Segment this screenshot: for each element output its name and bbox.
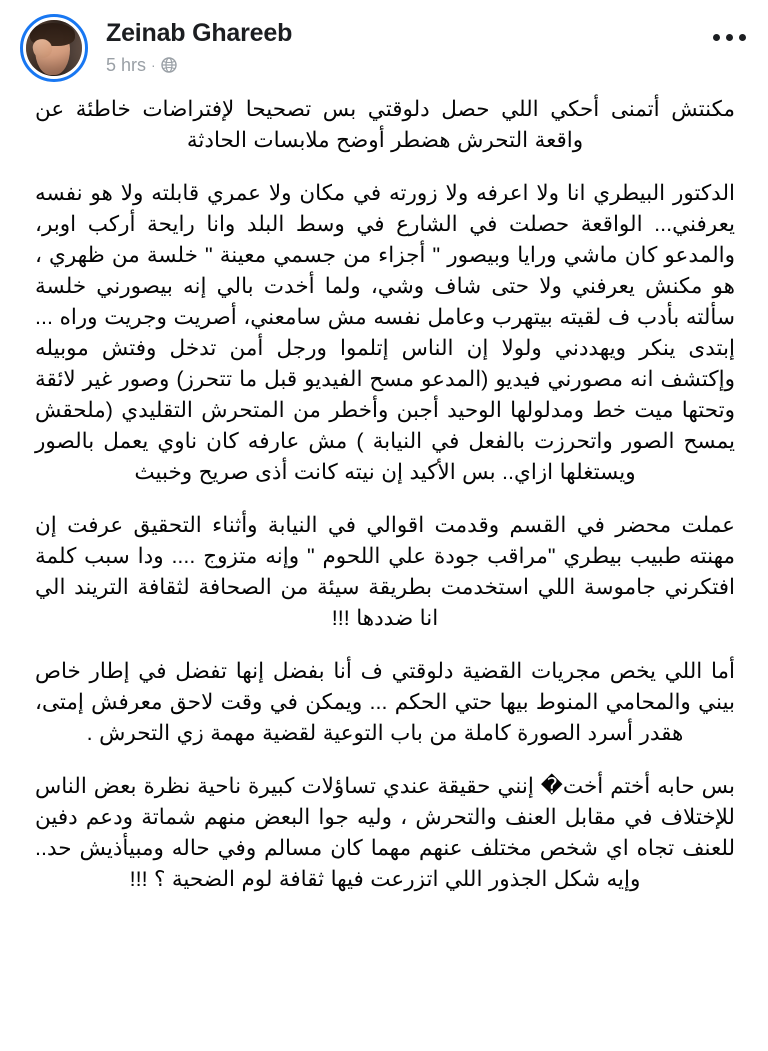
post-header: [0, 0, 768, 94]
post-paragraph: أما اللي يخص مجريات القضية دلوقتي ف أنا بفضل إنها تفضل في إطار خاص بيني والمحامي المنوط بيها حتي الحكم ... ويمكن في وقت لاحق معرفش إمتى، هقدر أسرد الصورة كاملة من باب التوعية لقضية مهمة زي التحرش .: [35, 659, 735, 745]
post-paragraph: بس حابه أختم أخت� إنني حقيقة عندي تساؤلات كبيرة ناحية نظرة بعض الناس للإختلاف في مقابل العنف والتحرش ، وليه جوا البعض منهم شماتة ودعم دفين للعنف تجاه اي شخص مختلف عنهم مهما كان مسالم وفي حاله ومبيأذيش حد.. وإيه شكل الجذور اللي اتزرعت فيها ثقافة لوم الضحية ؟ !!!: [35, 774, 735, 891]
avatar-vignette: [26, 20, 82, 76]
post-paragraph: عملت محضر في القسم وقدمت اقوالي في النيابة وأثناء التحقيق عرفت إن مهنته طبيب بيطري "مراقب جودة علي اللحوم " وإنه متزوج .... ودا سبب كلمة افتكرني جاموسة اللي استخدمت بطريقة سيئة من الصحافة لثقافة التريند الي انا ضددها !!!: [35, 513, 735, 630]
menu-dot: [713, 34, 720, 41]
post-timestamp[interactable]: 5 hrs: [106, 54, 147, 75]
more-options-icon[interactable]: [713, 34, 746, 41]
globe-icon[interactable]: [161, 57, 177, 73]
post-paragraph: مكنتش أتمنى أحكي اللي حصل دلوقتي بس تصحيحا لإفتراضات خاطئة عن واقعة التحرش هضطر أوضح ملابسات الحادثة: [35, 97, 735, 152]
post-meta: [106, 56, 292, 74]
post-header-text: [106, 14, 292, 74]
author-name[interactable]: Zeinab Ghareeb: [106, 19, 293, 47]
avatar[interactable]: [26, 20, 82, 76]
meta-separator: ·: [151, 56, 156, 73]
menu-dot: [739, 34, 746, 41]
menu-dot: [726, 34, 733, 41]
post-content: [0, 94, 768, 895]
avatar-story-ring[interactable]: [20, 14, 88, 82]
post-paragraph: الدكتور البيطري انا ولا اعرفه ولا زورته في مكان ولا عمري قابلته ولا هو نفسه يعرفني... الواقعة حصلت في الشارع في وسط البلد وانا رايحة أركب اوبر، والمدعو كان ماشي ورايا وبيصور " أجزاء من جسمي معينة " خلسة من ظهري ، هو مكنش يعرفني ولا حتى شاف وشي، ولما أخدت بالي إنه بيصورني خلسة سألته بأدب ف لقيته بيتهرب وعامل نفسه مش سامعني، أصريت وجريت وراه ... إبتدى ينكر ويهددني ولولا إن الناس إتلموا ورجل أمن تدخل وفتش موبيله وإكتشف انه مصورني فيديو (المدعو مسح الفيديو قبل ما تتحرز) وصور غير لائقة وتحتها ميت خط ومدلولها الوحيد أجبن وأخطر من المتحرش التقليدي (ملحقش يمسح الصور واتحرزت بالفعل في النيابة ) مش عارفه كان ناوي يعمل بالصور ويستغلها ازاي.. بس الأكيد إن نيته كانت أذى صريح وخبيث: [35, 181, 735, 484]
